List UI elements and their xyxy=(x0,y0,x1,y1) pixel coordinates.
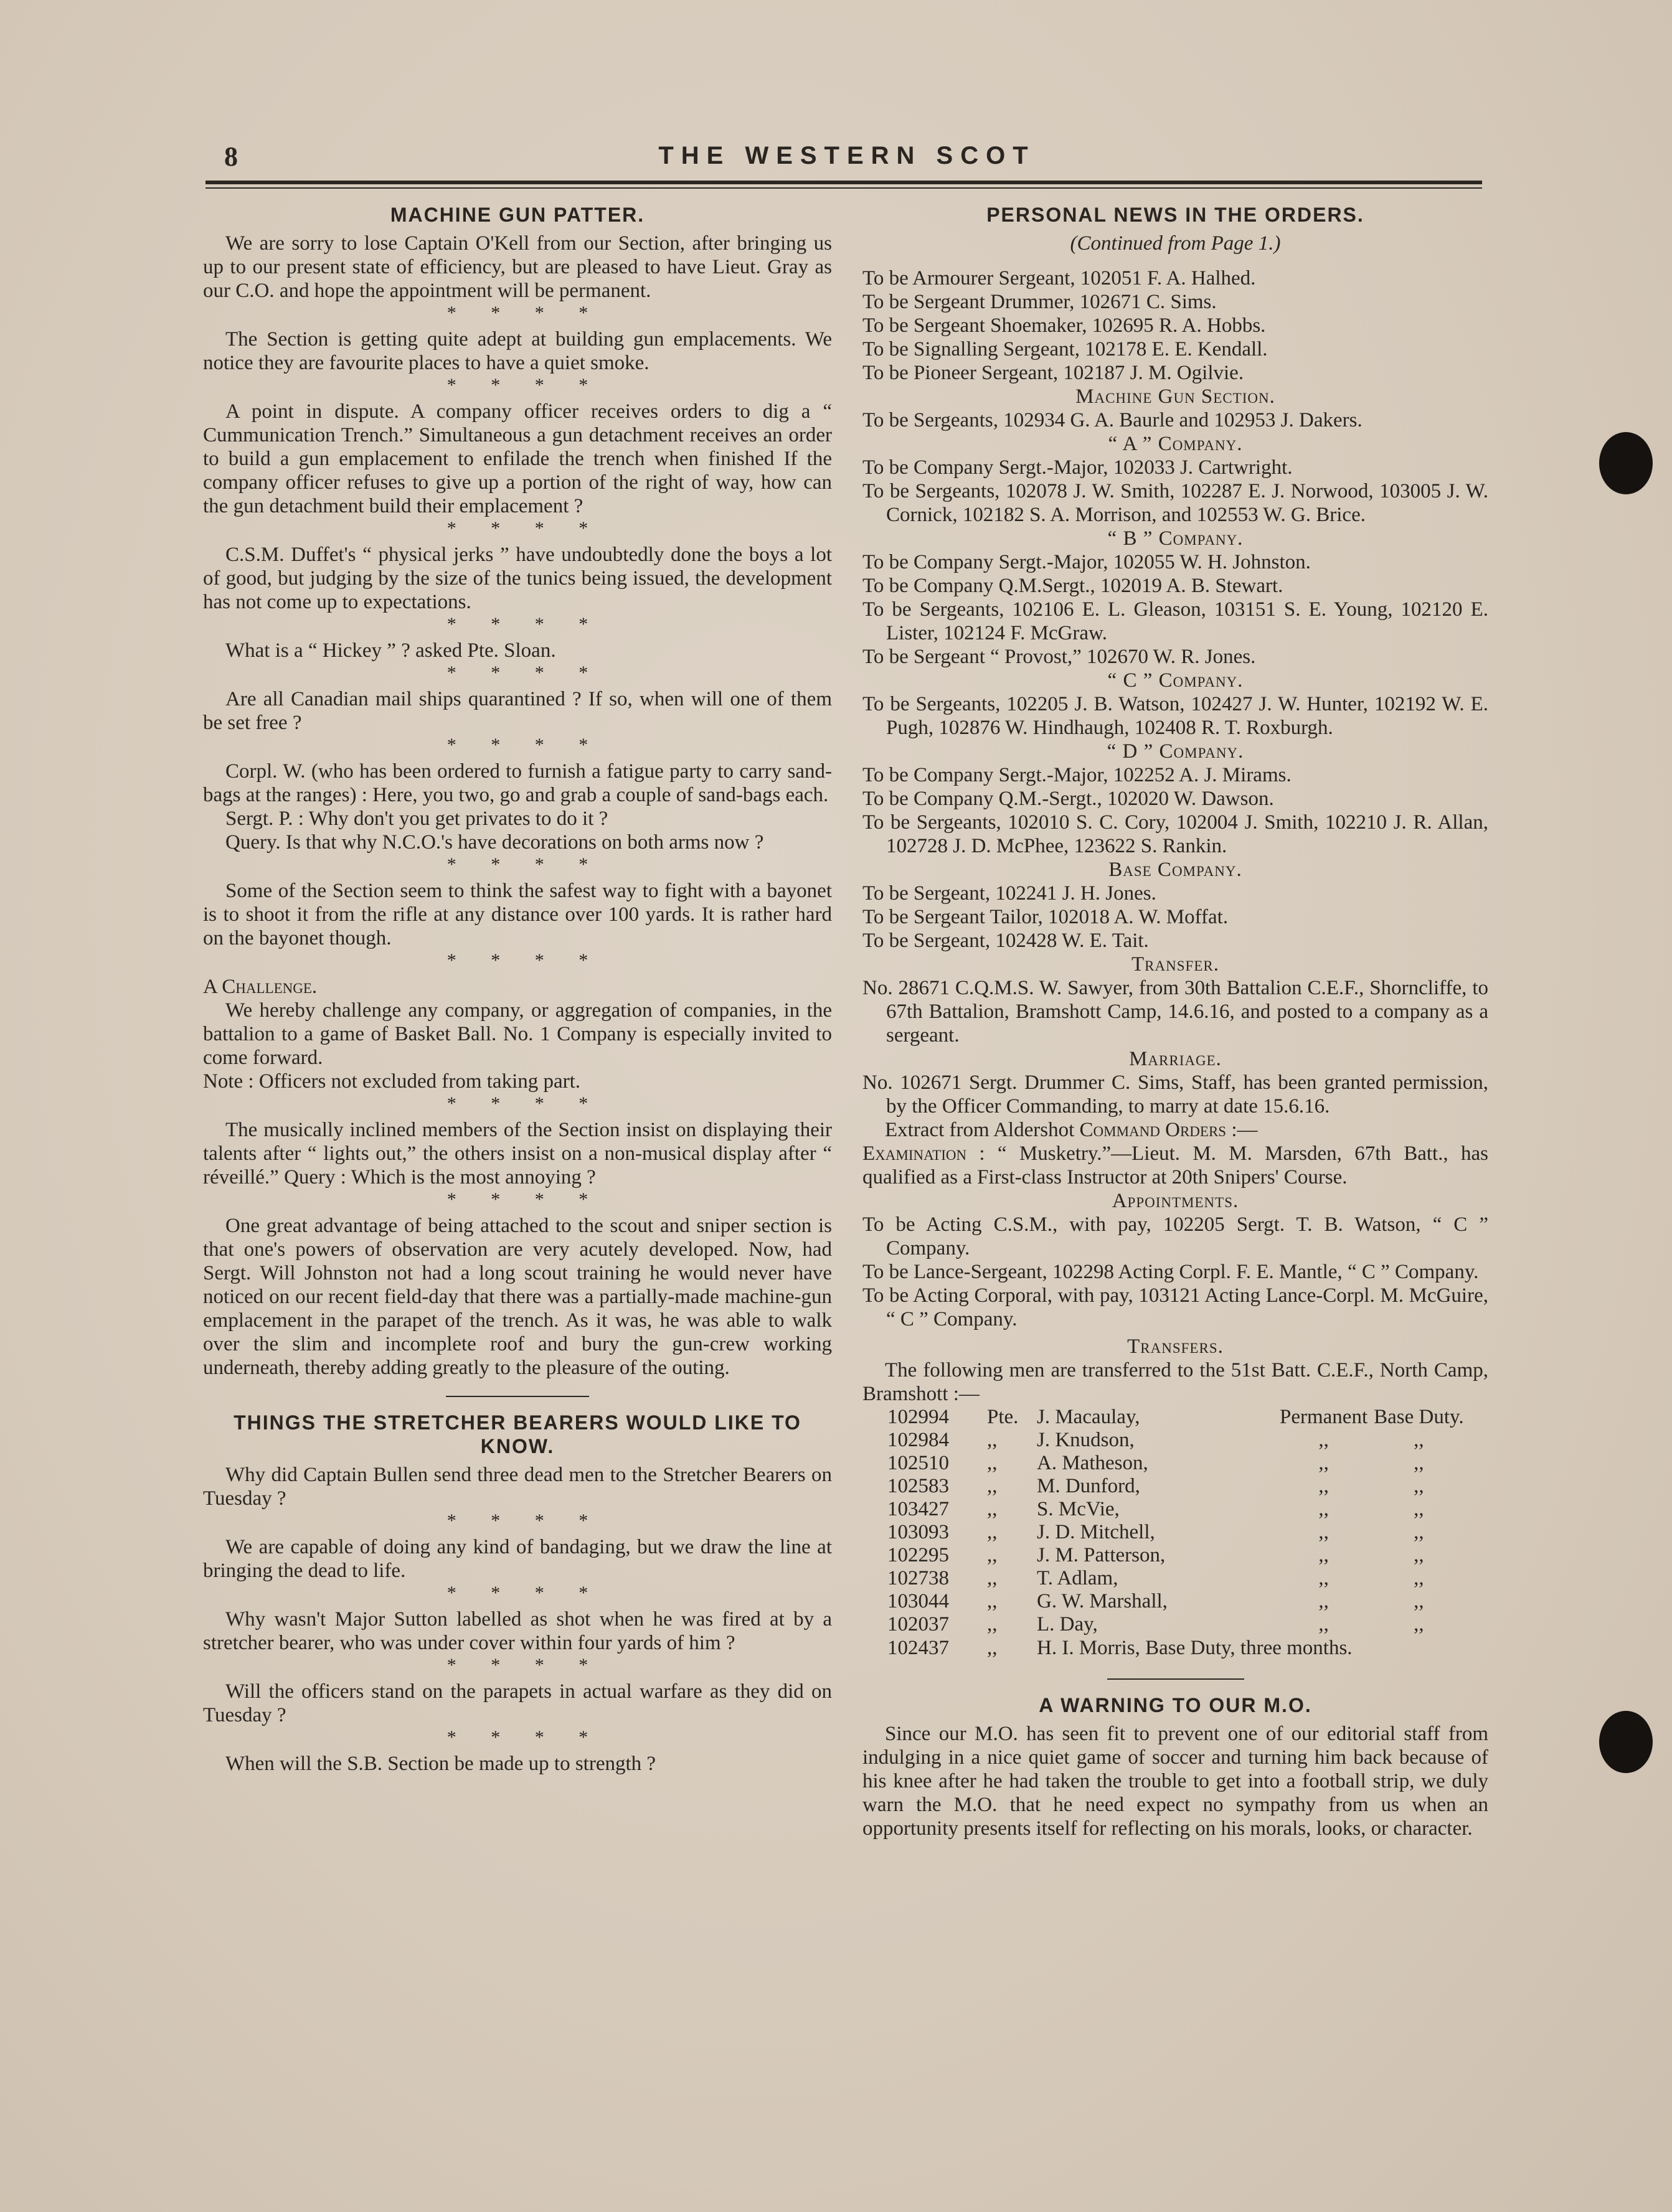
transfer-duty-2: ,, xyxy=(1414,1613,1424,1635)
separator-stars: * * * * xyxy=(446,1727,588,1748)
order-line: To be Sergeant Tailor, 102018 A. W. Moffat. xyxy=(862,906,1229,928)
a-company-heading: “ A ” Company. xyxy=(1108,433,1243,455)
separator-stars: * * * * xyxy=(446,1583,588,1603)
mg-item: A point in dispute. A company officer receives orders to dig a “ Cummunication Trench.” Simultaneous a gun detachment receives an order to build a gun emplacement to enfilade the trench when finished If the company officer refuses to give up a portion of the right of way, how can the gun detachment build their emplacement ? xyxy=(203,400,832,517)
mg-item: C.S.M. Duffet's “ physical jerks ” have undoubtedly done the boys a lot of good, but judging by the size of the tunics being issued, the development has not come up to expectations. xyxy=(203,544,832,613)
transfer-name: S. McVie, xyxy=(1037,1498,1120,1520)
appointments-heading: Appointments. xyxy=(1112,1190,1239,1212)
section-divider xyxy=(1107,1678,1244,1680)
order-line: To be Company Sergt.-Major, 102252 A. J. Mirams. xyxy=(862,764,1292,786)
machine-gun-section-heading: Machine Gun Section. xyxy=(1075,385,1275,408)
corpl-dialogue: Sergt. P. : Why don't you get privates to do it ? xyxy=(225,807,608,830)
header-rule-thin xyxy=(205,187,1482,189)
page-number: 8 xyxy=(224,141,238,172)
transfer-duty-2: Base Duty. xyxy=(1374,1406,1464,1428)
transfer-duty-1: ,, xyxy=(1318,1521,1329,1543)
base-company-heading: Base Company. xyxy=(1108,859,1242,881)
aldershot-extract xyxy=(862,1118,1488,1142)
transfer-duty-2: ,, xyxy=(1414,1590,1424,1612)
order-line: To be Sergeants, 102106 E. L. Gleason, 103151 S. E. Young, 102120 E. Lister, 102124 F. McGraw. xyxy=(862,598,1488,644)
continued-note: (Continued from Page 1.) xyxy=(1070,232,1281,255)
transfer-duty-1: ,, xyxy=(1318,1498,1329,1520)
mg-item: What is a “ Hickey ” ? asked Pte. Sloan. xyxy=(225,639,556,662)
transfer-duty-1: Permanent xyxy=(1280,1406,1368,1428)
order-line: To be Sergeants, 102010 S. C. Cory, 102004 J. Smith, 102210 J. R. Allan, 102728 J. D. McPhee, 123622 S. Rankin. xyxy=(862,811,1488,857)
transfer-name: J. Knudson, xyxy=(1037,1429,1135,1451)
order-line: To be Sergeants, 102078 J. W. Smith, 102287 E. J. Norwood, 103005 J. W. Cornick, 102182 S. A. Morrison, and 102553 W. G. Brice. xyxy=(862,480,1488,526)
order-line: To be Company Q.M.Sergt., 102019 A. B. Stewart. xyxy=(862,575,1283,597)
transfer-name: J. Macaulay, xyxy=(1037,1406,1140,1428)
binding-hole-bottom xyxy=(1599,1711,1653,1773)
page-header xyxy=(205,137,1488,181)
transfer-name: T. Adlam, xyxy=(1037,1567,1118,1589)
order-line: To be Sergeant Shoemaker, 102695 R. A. Hobbs. xyxy=(862,314,1266,337)
transfer-duty-1: ,, xyxy=(1318,1429,1329,1451)
transfer-number: 102037 xyxy=(887,1613,949,1635)
order-line: To be Sergeants, 102934 G. A. Baurle and 102953 J. Dakers. xyxy=(862,409,1363,431)
warning-body: Since our M.O. has seen fit to prevent one of our editorial staff from indulging in a nice quiet game of soccer and turning him back because of his knee after he had taken the trouble to get into a football strip, we duly warn the M.O. that he need expect no sympathy from us when an opportunity presents itself for reflecting on his morals, looks, or character. xyxy=(862,1723,1488,1840)
transfer-row xyxy=(887,1498,1470,1521)
transfer-number: 102510 xyxy=(887,1452,949,1474)
warning-title: A WARNING TO OUR M.O. xyxy=(1039,1694,1312,1716)
header-rule xyxy=(205,181,1482,184)
order-line: To be Signalling Sergeant, 102178 E. E. Kendall. xyxy=(862,338,1268,360)
separator-stars: * * * * xyxy=(446,854,588,875)
separator-stars: * * * * xyxy=(446,735,588,755)
appointment-entry: To be Lance-Sergeant, 102298 Acting Corpl. F. E. Mantle, “ C ” Company. xyxy=(862,1261,1479,1283)
transfer-rank: ,, xyxy=(987,1429,998,1451)
order-line: To be Sergeants, 102205 J. B. Watson, 102427 J. W. Hunter, 102192 W. E. Pugh, 102876 W. Hindhaugh, 102408 R. T. Roxburgh. xyxy=(862,693,1488,739)
appointment-entry: To be Acting C.S.M., with pay, 102205 Sergt. T. B. Watson, “ C ” Company. xyxy=(862,1213,1488,1259)
transfer-rank: ,, xyxy=(987,1452,998,1474)
separator-stars: * * * * xyxy=(446,1510,588,1531)
corpl-dialogue: Query. Is that why N.C.O.'s have decorations on both arms now ? xyxy=(225,831,764,854)
order-line: To be Armourer Sergeant, 102051 F. A. Halhed. xyxy=(862,267,1256,289)
transfer-row xyxy=(887,1613,1470,1636)
sb-item: Will the officers stand on the parapets in actual warfare as they did on Tuesday ? xyxy=(203,1680,832,1726)
transfers-table xyxy=(887,1406,1470,1636)
transfer-duty-1: ,, xyxy=(1318,1567,1329,1589)
separator-stars: * * * * xyxy=(446,662,588,683)
challenge-heading: A Challenge. xyxy=(203,976,318,998)
examination-text: : “ Musketry.”—Lieut. M. M. Marsden, 67th Batt., has qualified as a First-class Instructor at 20th Snipers' Course. xyxy=(862,1142,1488,1188)
order-line: To be Company Sergt.-Major, 102055 W. H. Johnston. xyxy=(862,551,1311,573)
mg-item: We are sorry to lose Captain O'Kell from our Section, after bringing us up to our present state of efficiency, but are pleased to have Lieut. Gray as our C.O. and hope the appointment will be permanent. xyxy=(203,232,832,302)
transfer-name: J. D. Mitchell, xyxy=(1037,1521,1155,1543)
transfer-number: 103427 xyxy=(887,1498,949,1520)
separator-stars: * * * * xyxy=(446,1093,588,1114)
section-divider xyxy=(446,1396,589,1397)
challenge-note: Note : Officers not excluded from taking part. xyxy=(203,1070,581,1093)
mg-item: The Section is getting quite adept at building gun emplacements. We notice they are favourite places to have a quiet smoke. xyxy=(203,328,832,374)
appointment-entry: To be Acting Corporal, with pay, 103121 Acting Lance-Corpl. M. McGuire, “ C ” Company. xyxy=(862,1284,1488,1330)
challenge-body: We hereby challenge any company, or aggregation of companies, in the battalion to a game of Basket Ball. No. 1 Company is especially invited to come forward. xyxy=(203,999,832,1069)
transfer-number: 102984 xyxy=(887,1429,949,1451)
transfer-duty-1: ,, xyxy=(1318,1590,1329,1612)
transfers-last-row xyxy=(887,1636,1488,1660)
transfer-duty-1: ,, xyxy=(1318,1613,1329,1635)
musical-item: The musically inclined members of the Section insist on displaying their talents after “ lights out,” the others insist on a non-musical display after “ réveillé.” Query : Which is the most annoying ? xyxy=(203,1119,832,1188)
transfer-entry: No. 28671 C.Q.M.S. W. Sawyer, from 30th Battalion C.E.F., Shorncliffe, to 67th Battalion, Bramshott Camp, 14.6.16, and posted to a company as a sergeant. xyxy=(862,977,1488,1047)
transfer-number: 102583 xyxy=(887,1475,949,1497)
transfer-row xyxy=(887,1521,1470,1544)
transfer-rank: ,, xyxy=(987,1544,998,1566)
transfer-text: H. I. Morris, Base Duty, three months. xyxy=(1037,1637,1353,1659)
aldershot-suffix: :— xyxy=(1231,1119,1258,1141)
left-column xyxy=(203,198,832,1776)
transfers-heading: Transfers. xyxy=(1127,1335,1224,1358)
transfer-duty-2: ,, xyxy=(1414,1521,1424,1543)
transfer-row xyxy=(887,1544,1470,1567)
transfer-duty-2: ,, xyxy=(1414,1544,1424,1566)
sb-item: When will the S.B. Section be made up to strength ? xyxy=(225,1753,656,1775)
order-line: To be Sergeant, 102428 W. E. Tait. xyxy=(862,930,1149,952)
machine-gun-patter-title: MACHINE GUN PATTER. xyxy=(390,204,645,226)
c-company-heading: “ C ” Company. xyxy=(1107,669,1244,692)
command-orders-label: Command Orders xyxy=(1079,1119,1227,1141)
separator-stars: * * * * xyxy=(446,1655,588,1675)
transfer-rank: ,, xyxy=(987,1521,998,1543)
personal-news-title: PERSONAL NEWS IN THE ORDERS. xyxy=(986,204,1364,226)
transfer-duty-2: ,, xyxy=(1414,1498,1424,1520)
transfer-rank: ,, xyxy=(987,1637,998,1659)
transfer-duty-1: ,, xyxy=(1318,1475,1329,1497)
b-company-heading: “ B ” Company. xyxy=(1107,527,1244,550)
transfer-name: A. Matheson, xyxy=(1037,1452,1148,1474)
marriage-heading: Marriage. xyxy=(1129,1048,1222,1070)
transfer-duty-1: ,, xyxy=(1318,1452,1329,1474)
transfers-intro: The following men are transferred to the 51st Batt. C.E.F., North Camp, Bramshott :— xyxy=(862,1359,1488,1405)
transfer-duty-2: ,, xyxy=(1414,1429,1424,1451)
transfer-duty-2: ,, xyxy=(1414,1452,1424,1474)
transfer-rank: ,, xyxy=(987,1567,998,1589)
transfer-name: L. Day, xyxy=(1037,1613,1098,1635)
transfer-duty-1: ,, xyxy=(1318,1544,1329,1566)
corpl-dialogue: Corpl. W. (who has been ordered to furnish a fatigue party to carry sand-bags at the ranges) : Here, you two, go and grab a couple of sand-bags each. xyxy=(203,760,832,806)
transfer-row xyxy=(887,1475,1470,1498)
transfer-number: 102994 xyxy=(887,1406,949,1428)
order-line: To be Sergeant “ Provost,” 102670 W. R. Jones. xyxy=(862,646,1256,668)
aldershot-prefix: Extract from Aldershot xyxy=(885,1119,1075,1141)
separator-stars: * * * * xyxy=(446,375,588,395)
paper-name: THE WESTERN SCOT xyxy=(658,142,1036,169)
binding-hole-top xyxy=(1599,432,1653,494)
separator-stars: * * * * xyxy=(446,518,588,539)
separator-stars: * * * * xyxy=(446,950,588,971)
bayonet-item: Some of the Section seem to think the safest way to fight with a bayonet is to shoot it from the rifle at any distance over 100 yards. It is rather hard on the bayonet though. xyxy=(203,880,832,949)
right-column xyxy=(862,198,1488,1840)
transfer-number: 102437 xyxy=(887,1637,949,1659)
transfer-duty-2: ,, xyxy=(1414,1567,1424,1589)
sb-item: Why wasn't Major Sutton labelled as shot when he was fired at by a stretcher bearer, who was under cover within four yards of him ? xyxy=(203,1608,832,1654)
order-line: To be Sergeant Drummer, 102671 C. Sims. xyxy=(862,291,1217,313)
transfer-row xyxy=(887,1452,1470,1475)
stretcher-bearers-title: THINGS THE STRETCHER BEARERS WOULD LIKE TO KNOW. xyxy=(234,1411,801,1457)
transfer-name: M. Dunford, xyxy=(1037,1475,1140,1497)
transfer-rank: ,, xyxy=(987,1590,998,1612)
transfer-number: 102295 xyxy=(887,1544,949,1566)
transfer-number: 102738 xyxy=(887,1567,949,1589)
transfer-rank: ,, xyxy=(987,1475,998,1497)
sb-item: We are capable of doing any kind of bandaging, but we draw the line at bringing the dead to life. xyxy=(203,1536,832,1582)
transfer-number: 103044 xyxy=(887,1590,949,1612)
d-company-heading: “ D ” Company. xyxy=(1107,740,1244,763)
order-line: To be Company Sergt.-Major, 102033 J. Cartwright. xyxy=(862,456,1293,479)
mg-item: Are all Canadian mail ships quarantined ? If so, when will one of them be set free ? xyxy=(203,688,832,734)
separator-stars: * * * * xyxy=(446,614,588,634)
transfer-row xyxy=(887,1429,1470,1452)
transfer-rank: ,, xyxy=(987,1613,998,1635)
transfer-number: 103093 xyxy=(887,1521,949,1543)
transfer-name: G. W. Marshall, xyxy=(1037,1590,1168,1612)
order-line: To be Sergeant, 102241 J. H. Jones. xyxy=(862,882,1156,905)
separator-stars: * * * * xyxy=(446,303,588,323)
transfer-rank: ,, xyxy=(987,1498,998,1520)
separator-stars: * * * * xyxy=(446,1189,588,1210)
marriage-entry: No. 102671 Sergt. Drummer C. Sims, Staff, has been granted permission, by the Officer Commanding, to marry at date 15.6.16. xyxy=(862,1071,1488,1118)
order-line: To be Pioneer Sergeant, 102187 J. M. Ogilvie. xyxy=(862,362,1244,384)
transfer-heading: Transfer. xyxy=(1131,953,1219,976)
scout-item: One great advantage of being attached to the scout and sniper section is that one's powers of observation are very acutely developed. Now, had Sergt. Will Johnston not had a long scout training he would never have noticed on our recent field-day that there was a partially-made machine-gun emplacement in the parapet of the trench. As it was, he was able to walk over the slim and incomplete roof and bury the gun-crew working underneath, thereby adding greatly to the pleasure of the outing. xyxy=(203,1215,832,1379)
transfer-row xyxy=(887,1590,1470,1613)
transfer-duty-2: ,, xyxy=(1414,1475,1424,1497)
transfer-row xyxy=(887,1406,1470,1429)
transfer-row xyxy=(887,1567,1470,1590)
transfer-name: J. M. Patterson, xyxy=(1037,1544,1166,1566)
examination-entry xyxy=(862,1142,1488,1189)
transfer-rank: Pte. xyxy=(987,1406,1019,1428)
order-line: To be Company Q.M.-Sergt., 102020 W. Dawson. xyxy=(862,788,1274,810)
sb-item: Why did Captain Bullen send three dead men to the Stretcher Bearers on Tuesday ? xyxy=(203,1464,832,1510)
examination-label: Examination xyxy=(862,1142,967,1165)
